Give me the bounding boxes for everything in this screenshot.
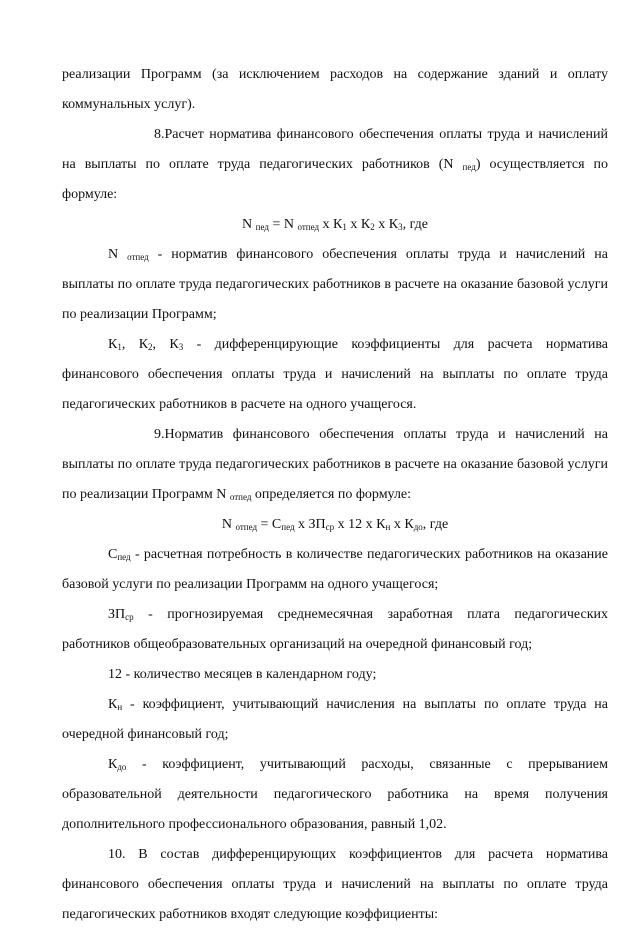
definition-months: 12 - количество месяцев в календарном году; <box>108 667 377 682</box>
formula-n-otped: N $_{отпед} = C_{пед}$ х $ЗП_{ср}$ х 12 х $К_н$ х $К_{до}$, где <box>221 517 449 532</box>
definition-zp-sr: $ЗП_{ср}$ - прогнозируемая среднемесячная заработная плата педагогических работников общеобразовательных организаций на очередной финансовый год; <box>62 607 608 652</box>
paragraph-8: 8.Расчет норматива финансового обеспечения оплаты труда и начислений на выплаты по оплате труда педагогических работников (N $_{пед}$) осуществляется по формуле: <box>62 120 608 210</box>
formula-n-ped: N $_{пед}$ = N $_{отпед}$ х $К_1$ х $К_2$ х $К_3$, где <box>242 217 428 232</box>
paragraph-10: 10. В состав дифференцирующих коэффициентов для расчета норматива финансового обеспечения оплаты труда и начислений на выплаты по оплате труда педагогических работников входят следующие коэффициенты: <box>62 847 608 922</box>
definition-k-n: $К_н$ - коэффициент, учитывающий начисления на выплаты по оплате труда на очередной финансовый год; <box>62 697 608 742</box>
paragraph-9: 9.Норматив финансового обеспечения оплаты труда и начислений на выплаты по оплате труда педагогических работников в расчете на оказание базовой услуги по реализации Программ N $_{отпед}$ определяется по формуле: <box>62 420 608 510</box>
paragraph-number: 8. <box>154 127 165 142</box>
definition-c-ped: $C_{пед}$ - расчетная потребность в количестве педагогических работников на оказание базовой услуги по реализации Программ на одного учащегося; <box>62 547 608 592</box>
definition-n-otped: N $_{отпед}$ - норматив финансового обеспечения оплаты труда и начислений на выплаты по оплате труда педагогических работников в расчете на оказание базовой услуги по реализации Программ; <box>62 247 608 322</box>
definition-k-do: $К_{до}$ - коэффициент, учитывающий расходы, связанные с прерыванием образовательной деятельности педагогического работника на время получения дополнительного профессионального образования, равный 1,02. <box>62 757 608 832</box>
paragraph-number: 9. <box>154 427 165 442</box>
paragraph-continuation: реализации Программ (за исключением расходов на содержание зданий и оплату коммунальных услуг). <box>62 67 608 112</box>
definition-coefficients: $К_1$, $К_2$, $К_3$ - дифференцирующие коэффициенты для расчета норматива финансового обеспечения оплаты труда и начислений на выплаты по оплате труда педагогических работников в расчете на одного учащегося. <box>62 337 608 412</box>
